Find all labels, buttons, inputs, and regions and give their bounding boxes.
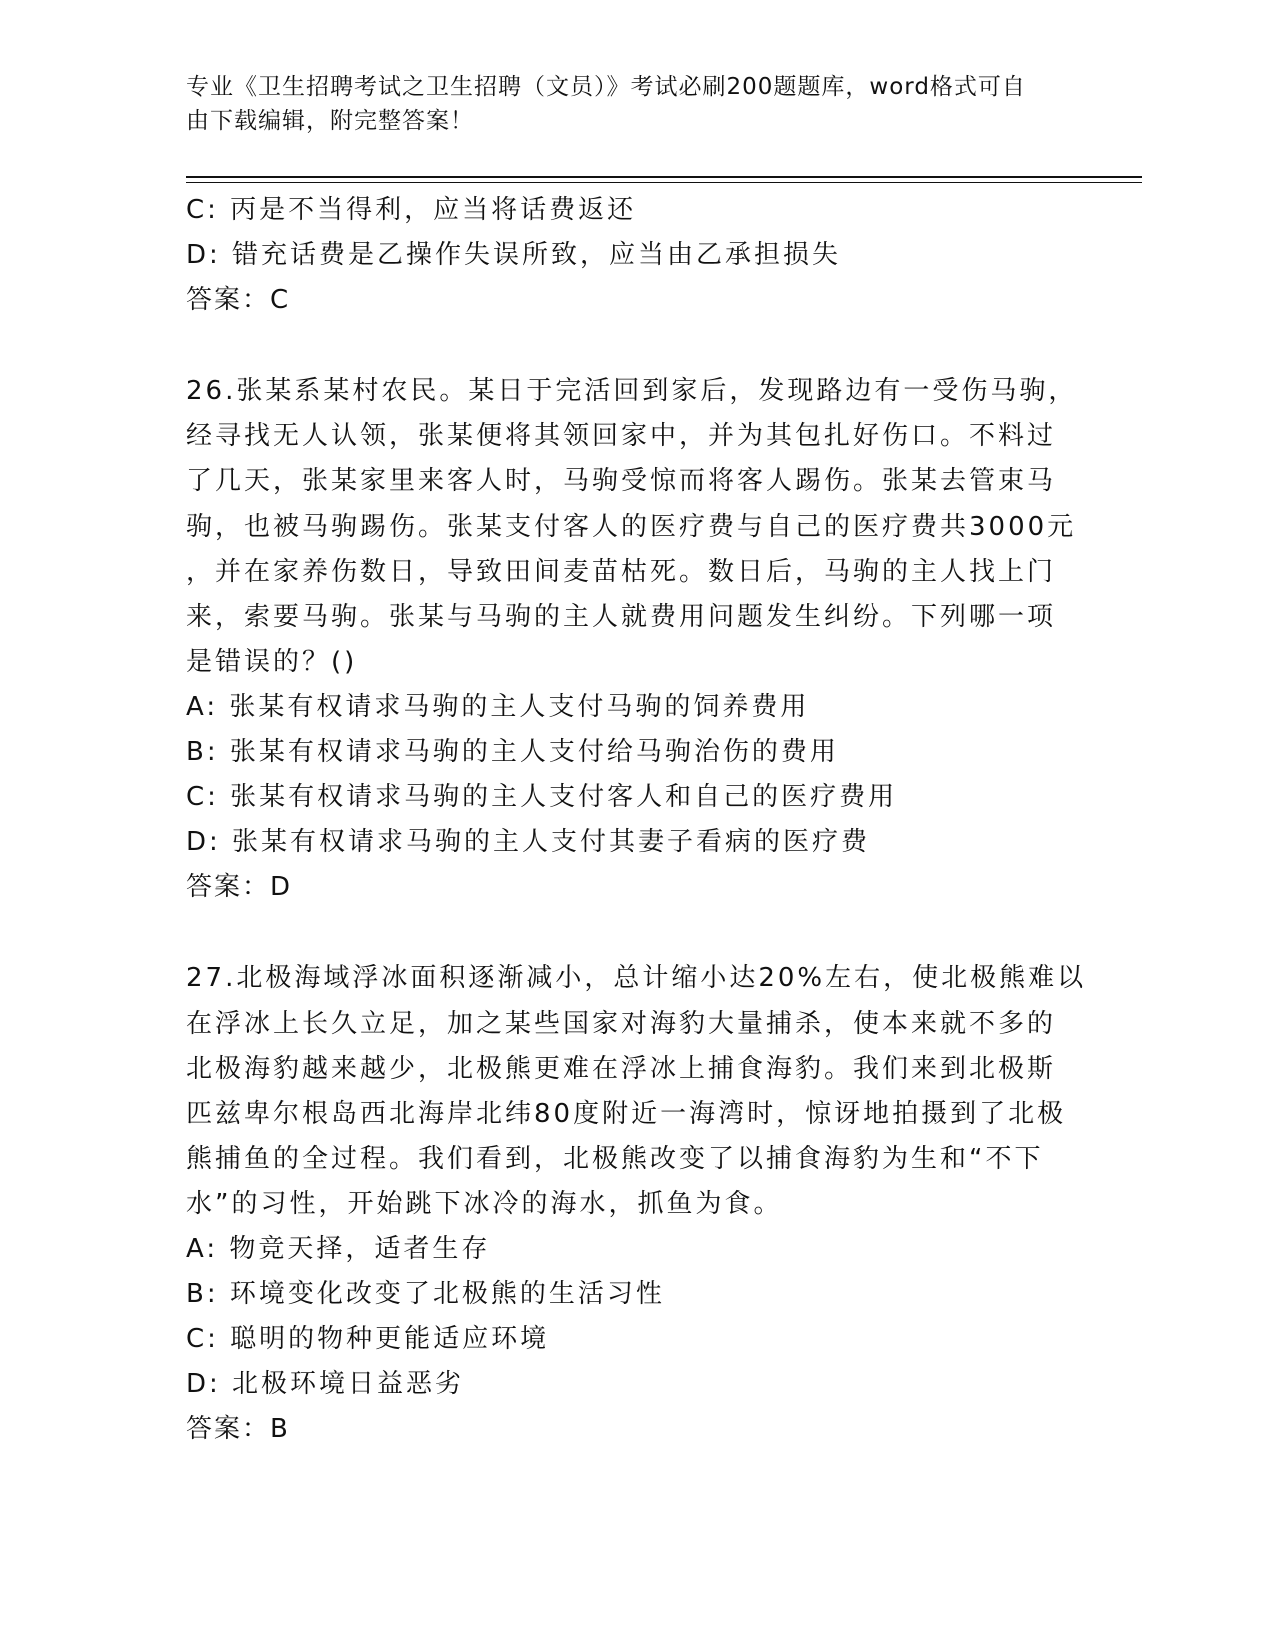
option-c: C: 聪明的物种更能适应环境 xyxy=(186,1324,550,1355)
option-b: B: 环境变化改变了北极熊的生活习性 xyxy=(186,1279,665,1310)
option-d: D: 错充话费是乙操作失误所致，应当由乙承担损失 xyxy=(186,240,842,270)
question-text-line: 驹，也被马驹踢伤。张某支付客人的医疗费与自己的医疗费共3000元 xyxy=(186,511,1077,542)
question-text-line: 北极海豹越来越少，北极熊更难在浮冰上捕食海豹。我们来到北极斯 xyxy=(186,1053,1057,1084)
header-rule-thick xyxy=(186,176,1142,178)
question-27 xyxy=(186,956,1087,1452)
answer-line: 答案：D xyxy=(186,872,293,903)
question-text-line: ，并在家养伤数日，导致田间麦苗枯死。数日后，马驹的主人找上门 xyxy=(186,556,1057,587)
question-text-line: 水”的习性，开始跳下冰冷的海水，抓鱼为食。 xyxy=(186,1189,783,1220)
question-text-line: 熊捕鱼的全过程。我们看到，北极熊改变了以捕食海豹为生和“不下 xyxy=(186,1144,1044,1175)
question-text-line: 是错误的？() xyxy=(186,647,358,678)
header-rule-thin xyxy=(186,182,1142,183)
header-line-2: 由下载编辑，附完整答案！ xyxy=(186,108,474,134)
option-b: B: 张某有权请求马驹的主人支付给马驹治伤的费用 xyxy=(186,737,839,768)
question-text-line: 27.北极海域浮冰面积逐渐减小，总计缩小达20%左右，使北极熊难以 xyxy=(186,963,1087,994)
question-text-line: 匹兹卑尔根岛西北海岸北纬80度附近一海湾时，惊讶地拍摄到了北极 xyxy=(186,1098,1067,1129)
question-text-line: 在浮冰上长久立足，加之某些国家对海豹大量捕杀，使本来就不多的 xyxy=(186,1008,1057,1039)
option-a: A: 物竞天择，适者生存 xyxy=(186,1234,491,1265)
option-d: D: 北极环境日益恶劣 xyxy=(186,1369,465,1400)
option-c: C: 丙是不当得利，应当将话费返还 xyxy=(186,195,637,225)
question-text-line: 经寻找无人认领，张某便将其领回家中，并为其包扎好伤口。不料过 xyxy=(186,421,1057,452)
question-text-line: 来，索要马驹。张某与马驹的主人就费用问题发生纠纷。下列哪一项 xyxy=(186,601,1057,632)
option-a: A: 张某有权请求马驹的主人支付马驹的饲养费用 xyxy=(186,692,810,723)
question-text-line: 了几天，张某家里来客人时，马驹受惊而将客人踢伤。张某去管束马 xyxy=(186,466,1057,497)
document-body xyxy=(186,188,1087,1452)
answer-line: 答案：B xyxy=(186,1414,290,1445)
question-25 xyxy=(186,188,1066,323)
answer-line: 答案：C xyxy=(186,285,291,315)
question-text-line: 26.张某系某村农民。某日于完活回到家后，发现路边有一受伤马驹， xyxy=(186,376,1078,406)
header-line-1: 专业《卫生招聘考试之卫生招聘（文员）》考试必刷200题题库，word格式可自 xyxy=(186,74,1026,100)
document-header xyxy=(186,70,1066,138)
option-c: C: 张某有权请求马驹的主人支付客人和自己的医疗费用 xyxy=(186,782,898,813)
question-26 xyxy=(186,369,1078,910)
option-d: D: 张某有权请求马驹的主人支付其妻子看病的医疗费 xyxy=(186,827,871,858)
